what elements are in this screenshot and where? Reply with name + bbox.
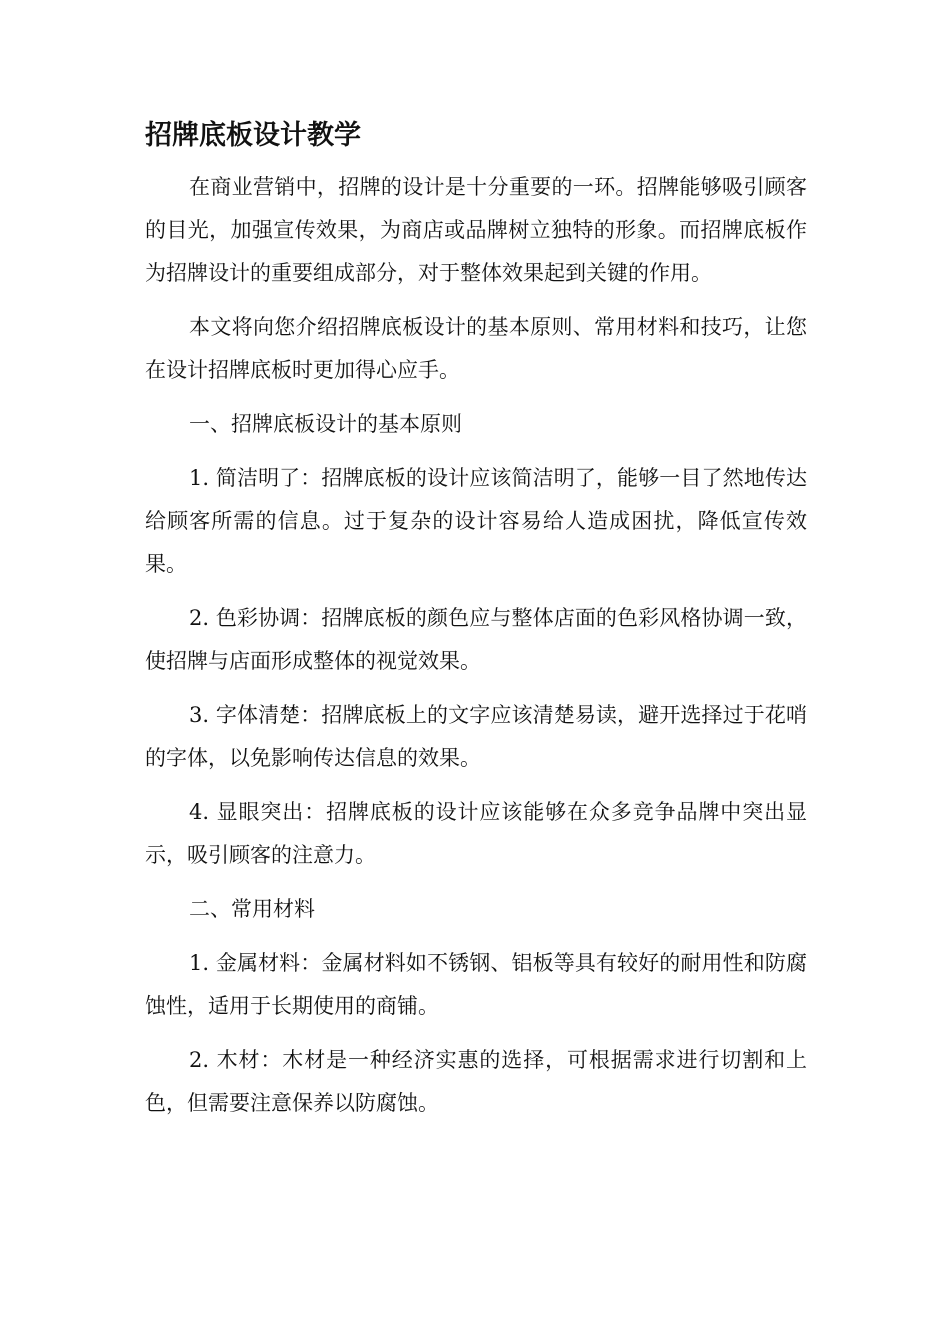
list-item-principle-4: 4. 显眼突出：招牌底板的设计应该能够在众多竞争品牌中突出显示，吸引顾客的注意力。 [145,800,807,867]
list-item-principle-1: 1. 简洁明了：招牌底板的设计应该简洁明了，能够一目了然地传达给顾客所需的信息。过于复杂的设计容易给人造成困扰，降低宣传效果。 [145,466,807,576]
list-item-principle-2: 2. 色彩协调：招牌底板的颜色应与整体店面的色彩风格协调一致，使招牌与店面形成整体的视觉效果。 [145,606,807,673]
document-body [145,116,807,1136]
list-item-material-2: 2. 木材：木材是一种经济实惠的选择，可根据需求进行切割和上色，但需要注意保养以防腐蚀。 [145,1048,807,1115]
list-item-principle-3: 3. 字体清楚：招牌底板上的文字应该清楚易读，避开选择过于花哨的字体，以免影响传达信息的效果。 [145,703,807,770]
list-item-material-1: 1. 金属材料：金属材料如不锈钢、铝板等具有较好的耐用性和防腐蚀性，适用于长期使用的商铺。 [145,951,807,1018]
paragraph-overview: 本文将向您介绍招牌底板设计的基本原则、常用材料和技巧，让您在设计招牌底板时更加得心应手。 [145,315,807,382]
section-heading-materials: 二、常用材料 [189,897,315,921]
paragraph-intro: 在商业营销中，招牌的设计是十分重要的一环。招牌能够吸引顾客的目光，加强宣传效果，为商店或品牌树立独特的形象。而招牌底板作为招牌设计的重要组成部分，对于整体效果起到关键的作用。 [145,175,807,285]
section-heading-principles: 一、招牌底板设计的基本原则 [189,412,462,436]
document-title: 招牌底板设计教学 [145,120,361,151]
